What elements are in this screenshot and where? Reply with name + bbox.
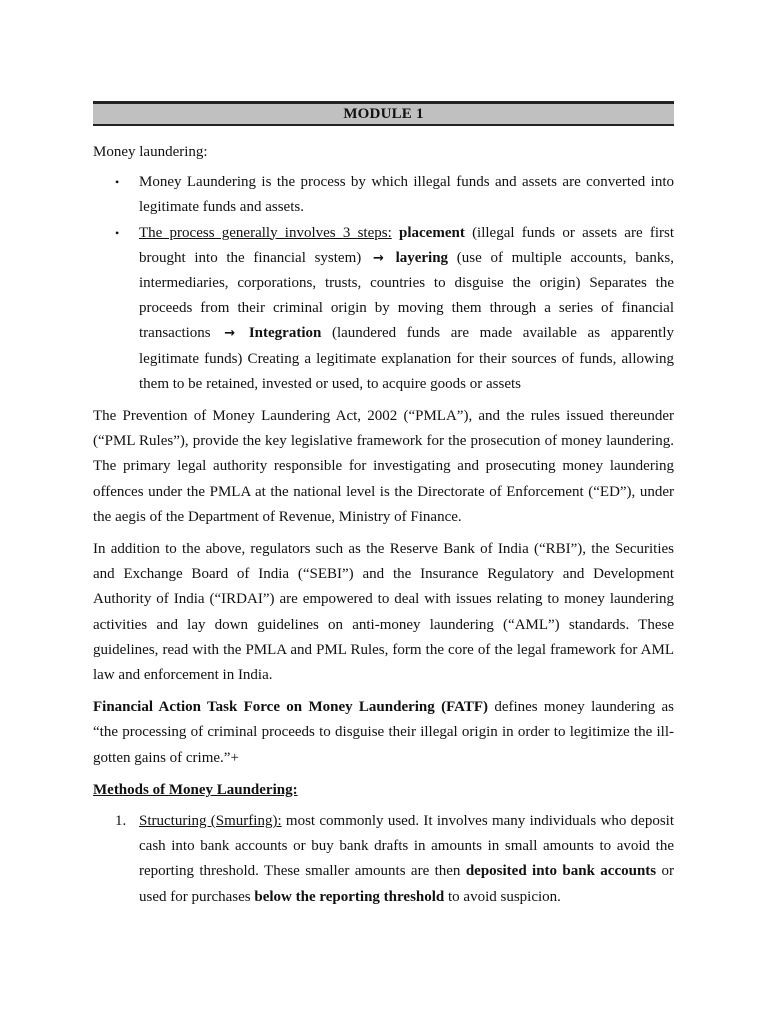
step-layering-text: (use of multiple accounts, banks, intermediaries, corporations, trusts, countries to disguise the origin) Separates the proceeds from their criminal origin by moving them through a series of financial transactions [139, 249, 675, 342]
step-placement-label: placement [399, 224, 465, 241]
document-page [93, 101, 674, 910]
module-title: MODULE 1 [93, 101, 674, 126]
right-arrow-icon: → [224, 326, 236, 342]
fatf-bold-text: Financial Action Task Force on Money Laundering (FATF) [93, 699, 488, 716]
step-integration-text: (laundered funds are made available as apparently legitimate funds) Creating a legitimate explanation for their sources of funds, allowing them to be retained, invested or used, to acquire goods or assets [139, 325, 674, 392]
method-bold-threshold: below the reporting threshold [254, 888, 445, 905]
method-text-c: to avoid suspicion. [448, 888, 561, 905]
bullet-icon: • [115, 175, 120, 190]
step-integration-label: Integration [248, 325, 322, 342]
methods-numbered-list [93, 809, 674, 910]
regulators-paragraph: In addition to the above, regulators such as the Reserve Bank of India (“RBI”), the Securities and Exchange Board of India (“SEBI”) and the Insurance Regulatory and Development Authority of India (“IRDAI”) are empowered to deal with issues relating to money laundering activities and lay down guidelines on anti-money laundering (“AML”) standards. These guidelines, read with the PMLA and PML Rules, form the core of the legal framework for AML law and enforcement in India. [93, 541, 674, 684]
fatf-definition-text: defines money laundering as “the processing of criminal proceeds to disguise their illegal origin in order to legitimize the ill-gotten gains of crime.”+ [93, 699, 675, 766]
method-item-structuring [93, 809, 674, 910]
bullet-item-definition [93, 170, 674, 220]
method-title: Structuring (Smurfing): [139, 813, 282, 830]
method-bold-deposited: deposited into bank accounts [465, 863, 657, 880]
method-text-b: or used for purchases [139, 863, 675, 905]
intro-label: Money laundering: [93, 144, 208, 160]
fatf-paragraph [93, 695, 674, 771]
methods-heading: Methods of Money Laundering: [93, 781, 298, 798]
steps-bullet-list [93, 170, 674, 397]
definition-text: Money Laundering is the process by which illegal funds and assets are converted into legitimate funds and assets. [139, 174, 674, 216]
method-text-a: most commonly used. It involves many individuals who deposit cash into bank accounts or buy bank drafts in amounts in small amounts to avoid the reporting threshold. These smaller amounts are then [139, 813, 674, 880]
method-number: 1. [115, 813, 127, 830]
bullet-item-steps [93, 221, 674, 397]
pmla-paragraph: The Prevention of Money Laundering Act, 2002 (“PMLA”), and the rules issued thereunder (“PML Rules”), provide the key legislative framework for the prosecution of money laundering. The primary legal authority responsible for investigating and prosecuting money laundering offences under the PMLA at the national level is the Directorate of Enforcement (“ED”), under the aegis of the Department of Revenue, Ministry of Finance. [93, 408, 674, 525]
steps-lead-text: The process generally involves 3 steps: [139, 224, 392, 241]
bullet-icon: • [115, 225, 120, 240]
step-layering-label: layering [395, 249, 449, 266]
step-placement-text: (illegal funds or assets are first brought into the financial system) [139, 224, 674, 266]
right-arrow-icon: → [372, 250, 384, 266]
